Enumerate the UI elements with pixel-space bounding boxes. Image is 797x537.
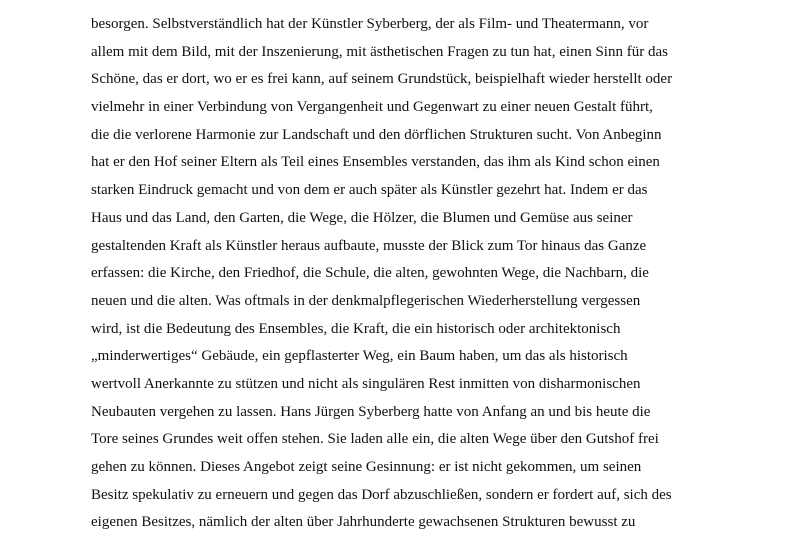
text-line: erfassen: die Kirche, den Friedhof, die Schule, die alten, gewohnten Wege, die Nachbarn, die <box>91 265 649 282</box>
text-line: „minderwertiges“ Gebäude, ein gepflasterter Weg, ein Baum haben, um das als historisch <box>91 348 628 365</box>
text-line: Neubauten vergehen zu lassen. Hans Jürgen Syberberg hatte von Anfang an und bis heute die <box>91 403 651 420</box>
text-line: gehen zu können. Dieses Angebot zeigt seine Gesinnung: er ist nicht gekommen, um seinen <box>91 459 642 475</box>
text-line: starken Eindruck gemacht und von dem er auch später als Künstler gezehrt hat. Indem er das <box>91 182 648 199</box>
text-line: besorgen. Selbstverständlich hat der Künstler Syberberg, der als Film- und Theatermann, vor <box>91 16 649 32</box>
text-line: Schöne, das er dort, wo er es frei kann, auf seinem Grundstück, beispielhaft wieder herstellt oder <box>91 71 673 88</box>
text-line: wertvoll Anerkannte zu stützen und nicht als singulären Rest inmitten von disharmonischen <box>91 375 641 392</box>
text-line: gestaltenden Kraft als Künstler heraus aufbaute, musste der Blick zum Tor hinaus das Ganze <box>91 237 647 254</box>
text-line: Besitz spekulativ zu erneuern und gegen das Dorf abzuschließen, sondern er fordert auf, sich des <box>91 486 672 503</box>
text-line: Tore seines Grundes weit offen stehen. Sie laden alle ein, die alten Wege über den Gutshof frei <box>91 431 659 448</box>
text-line: die die verlorene Harmonie zur Landschaft und den dörflichen Strukturen sucht. Von Anbeginn <box>91 126 662 143</box>
text-line: eigenen Besitzes, nämlich der alten über Jahrhunderte gewachsenen Strukturen bewusst zu <box>91 514 636 531</box>
text-line: vielmehr in einer Verbindung von Vergangenheit und Gegenwart zu einer neuen Gestalt führt, <box>91 99 653 116</box>
text-line: hat er den Hof seiner Eltern als Teil eines Ensembles verstanden, das ihm als Kind schon einen <box>91 154 660 171</box>
text-line: Haus und das Land, den Garten, die Wege, die Hölzer, die Blumen und Gemüse aus seiner <box>91 209 633 226</box>
body-text <box>91 11 711 537</box>
text-line: allem mit dem Bild, mit der Inszenierung, mit ästhetischen Fragen zu tun hat, einen Sinn für das <box>91 43 668 60</box>
text-line: wird, ist die Bedeutung des Ensembles, die Kraft, die ein historisch oder architektonisch <box>91 320 621 337</box>
text-line: neuen und die alten. Was oftmals in der denkmalpflegerischen Wiederherstellung vergessen <box>91 292 641 309</box>
